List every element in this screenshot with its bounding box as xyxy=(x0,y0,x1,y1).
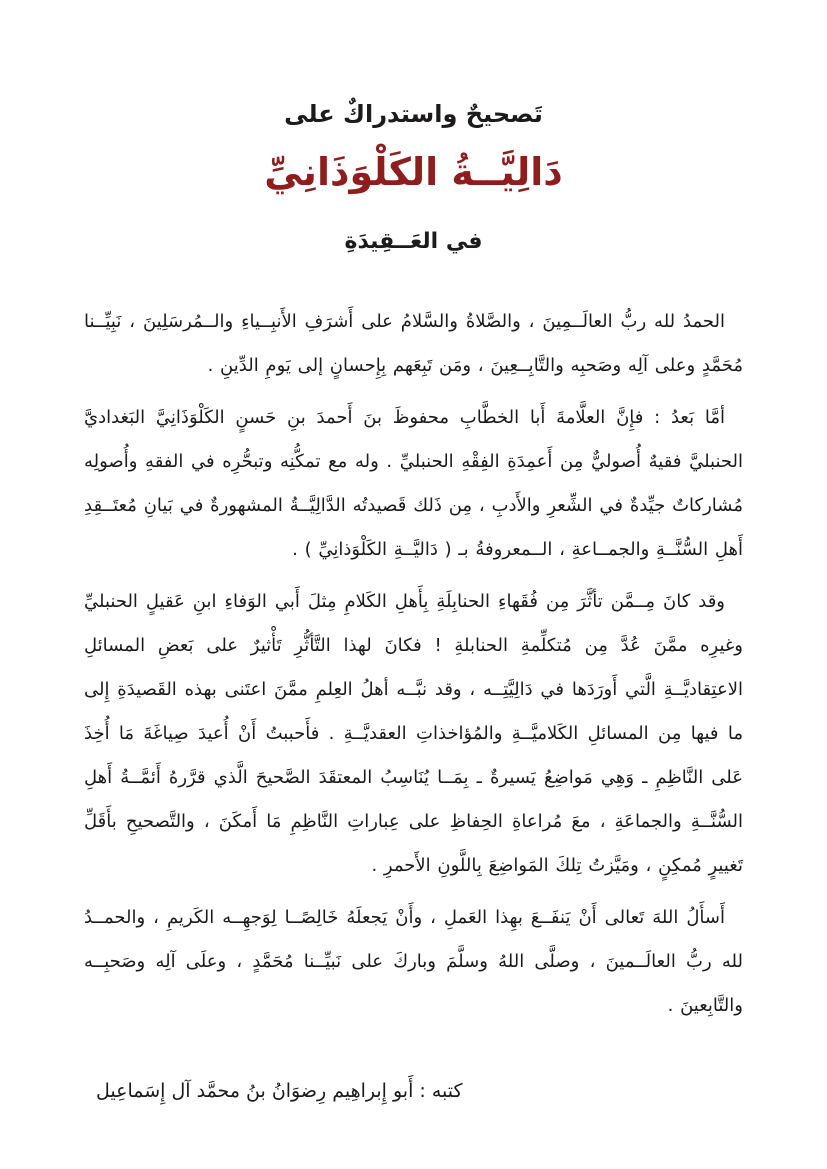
author-signature: كتبه : أَبو إِبراهِيم رِضوَانُ بنُ محمَّد آل إِسَماعِيل xyxy=(96,1079,463,1102)
main-title: دَالِيَّــةُ الكَلْوَذَانِيِّ xyxy=(264,150,563,194)
paragraph-methodology: وقد كانَ مِــمَّن تأثَّرَ مِن فُقَهاءِ الحنابِلَةِ بِأَهلِ الكَلامِ مِثلَ أَبي الوَفاءِ ابنِ عَقيلٍ الحنبليِّ وغيرِه ممَّنَ عُدَّ مِن مُتكلِّمةِ الحنابلةِ ! فكانَ لهذا التَّأثُّرِ تَأْثيرٌ على بَعضِ المسائلِ الاعتِقاديَّــةِ الَّتي أَورَدَها في دَالِيَّتِــه ، وقد نبَّــه أهلُ العِلمِ ممَّنَ اعتَنى بهذه القَصيدَةِ إِلى ما فيها مِن المسائلِ الكَلاميَّــةِ والمُؤاخذاتِ العقديَّــةِ . فأَحببتُ أَنْ أُعيدَ صِياغَةَ مَا أُخِذَ عَلى النَّاظِمِ ـ وَهِي مَواضِعُ يَسيرةٌ ـ بِمَــا يُنَاسِبُ المعتقَدَ الصَّحيحَ الَّذي قرَّرهُ أَئمَّــةُ أَهلِ السُّنَّــةِ والجماعَةِ ، معَ مُراعاةِ الحِفاظِ على عِباراتِ النَّاظِمِ مَا أَمكَنَ ، والتَّصحيحِ بأَقَلِّ تَغييرٍ مُمكِنٍ ، ومَيَّزتُ تِلكَ المَواضِعَ بِاللَّونِ الأَحمرِ . xyxy=(84,590,743,876)
paragraph-praise: الحمدُ لله ربُّ العالَــمِينَ ، والصَّلاةُ والسَّلامُ على أَشرَفِ الأَنبِــياءِ والــمُرسَلِينَ ، نَبِيِّــنا مُحَمَّدٍ وعلى آلِه وصَحبِه والتَّابِــعِينَ ، ومَن تَبِعَهم بِإِحسانٍ إلى يَومِ الدِّينِ . xyxy=(84,310,743,376)
subtitle: في العَــقِيدَةِ xyxy=(344,228,483,254)
pretitle: تَصحيحٌ واستدراكٌ على xyxy=(284,100,543,128)
paragraph-closing-dua: أَسأَلُ اللهَ تَعالى أَنْ يَنفَــعَ بهِذا العَملِ ، وأَنْ يَجعلَهُ خَالِصًــا لِوَجهِــه الكَريمِ ، والحمــدُ لله ربُّ العالَــمينَ ، وصلَّى اللهُ وسلَّمَ وباركَ على نَبيِّــنا مُحَمَّدٍ ، وعلَى آلِه وصَحبِــه والتَّابِعينَ . xyxy=(84,906,743,1016)
body-text xyxy=(84,300,743,1028)
paragraph-author-intro: أمَّا بَعدُ : فإِنَّ العلَّامةَ أَبا الخطَّابِ محفوظَ بنَ أَحمدَ بنِ حَسنٍ الكَلْوَذَانِيَّ البَغداديَّ الحنبليَّ فقيهٌ أُصوليٌّ مِن أَعمِدَةِ الفِقْهِ الحنبليِّ . وله مع تمكُّنِه وتبحُّرِه في الفقهِ وأُصولِه مُشاركاتٌ جيِّدةٌ في الشِّعرِ والأَدبِ ، مِن ذَلك قَصيدتُه الدَّالِيَّــةُ المشهورةٌ في بَيانِ مُعتَــقِدِ أَهلِ السُّنَّــةِ والجمــاعةِ ، الــمعروفةُ بـ ( دَاليَّــةِ الكَلْوَذانِيِّ ) . xyxy=(84,406,743,560)
page-content xyxy=(0,96,827,1106)
